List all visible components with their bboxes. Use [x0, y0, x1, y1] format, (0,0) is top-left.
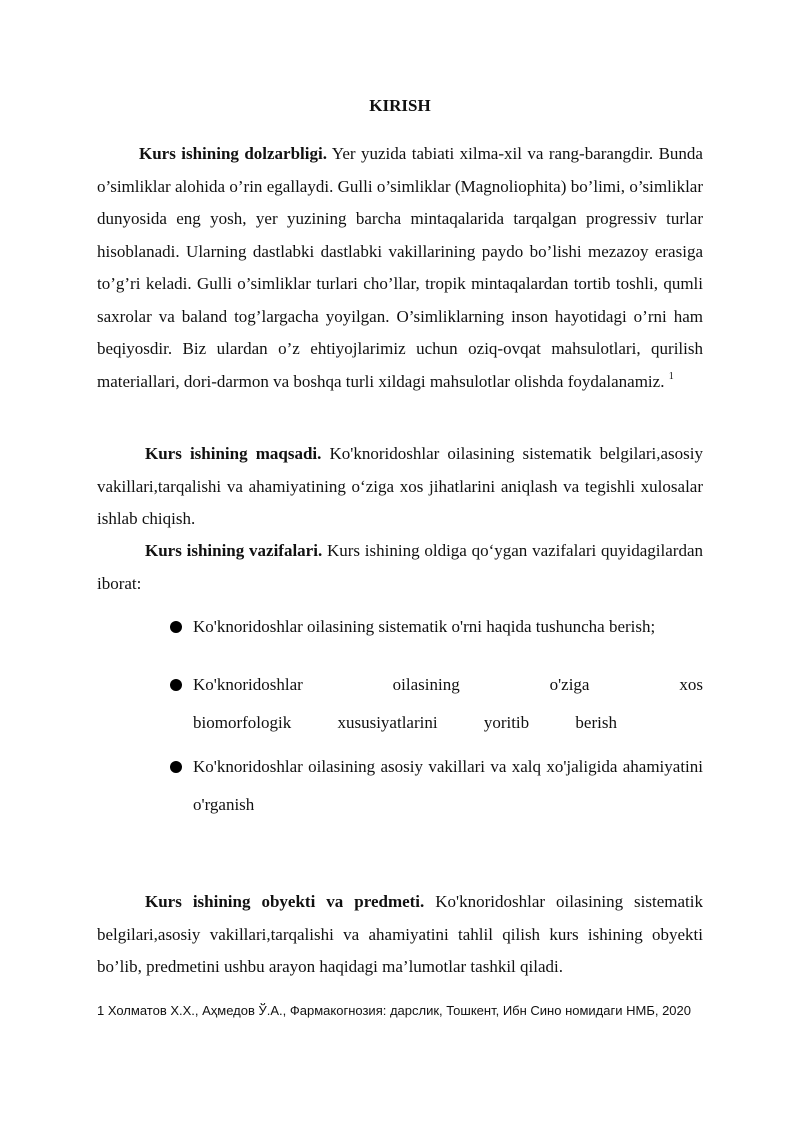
tasks-list-2 [170, 666, 703, 742]
bullet-icon [170, 679, 182, 691]
relevance-text: Yer yuzida tabiati xilma-xil va rang-barangdir. Bunda o’simliklar alohida o’rin egallaydi. Gulli o’simliklar (Magnoliophita) bo’limi, o’simliklar dunyosida eng yosh, yer yuzining barcha mintaqalarida tarqalgan progressiv turlar hisoblanadi. Ularning dastlabki dastlabki vakillarining paydo bo’lishi mezazoy erasiga to’g’ri keladi. Gulli o’simliklar turlari cho’llar, tropik mintaqalardan tortib toshli, qumli saxrolar va baland tog’largacha yoyilgan. O’simliklarning inson hayotidagi o’rni ham beqiyosdir. Biz ulardan o’z ehtiyojlarimiz uchun oziq-ovqat mahsulotlari, qurilish materiallari, dori-darmon va boshqa turli xildagi mahsulotlar olishda foydalanamiz. [97, 144, 703, 391]
tasks-list-3 [170, 748, 703, 824]
bullet-icon [170, 761, 182, 773]
footnote-reference[interactable]: 1 [668, 370, 674, 382]
object-text: Ko'knoridoshlar oilasining sistematik belgilari,asosiy vakillari,tarqalishi va ahamiyatini tahlil qilish kurs ishining obyekti bo’lib, predmetini ushbu arayon haqidagi ma’lumotlar tashkil qiladi. [97, 892, 703, 976]
tasks-heading: Kurs ishining vazifalari. [145, 541, 323, 560]
list-item: Ko'knoridoshlar oilasining sistematik o'rni haqida tushuncha berish; [170, 608, 703, 646]
bullet-icon [170, 621, 182, 633]
paragraph-relevance [97, 138, 703, 398]
page-title: KIRISH [369, 96, 431, 115]
goal-heading: Kurs ishining maqsadi. [145, 444, 322, 463]
list-item: Ko'knoridoshlar oilasining asosiy vakillari va xalq xo'jaligida ahamiyatini o'rganish [170, 748, 703, 824]
tasks-text: Kurs ishining oldiga qo‘ygan vazifalari quyidagilardan iborat: [97, 541, 703, 593]
paragraph-goal [97, 438, 703, 536]
object-heading: Kurs ishining obyekti va predmeti. [145, 892, 425, 911]
goal-text: Ko'knoridoshlar oilasining sistematik belgilari,asosiy vakillari,tarqalishi va ahamiyatining o‘ziga xos jihatlarini aniqlash va tegishli xulosalar ishlab chiqish. [97, 444, 704, 528]
relevance-heading: Kurs ishining dolzarbligi. [139, 144, 327, 163]
paragraph-tasks [97, 535, 703, 600]
tasks-list [170, 608, 703, 646]
list-item: Ko'knoridoshlar oilasining o'ziga xos biomorfologik xususiyatlarini yoritib berish [170, 666, 703, 742]
footnote: 1 Холматов Х.Х., Аҳмедов Ў.А., Фармакогнозия: дарслик, Тошкент, Ибн Сино номидаги НМБ, 2020 [97, 1003, 692, 1018]
paragraph-object [97, 886, 703, 984]
